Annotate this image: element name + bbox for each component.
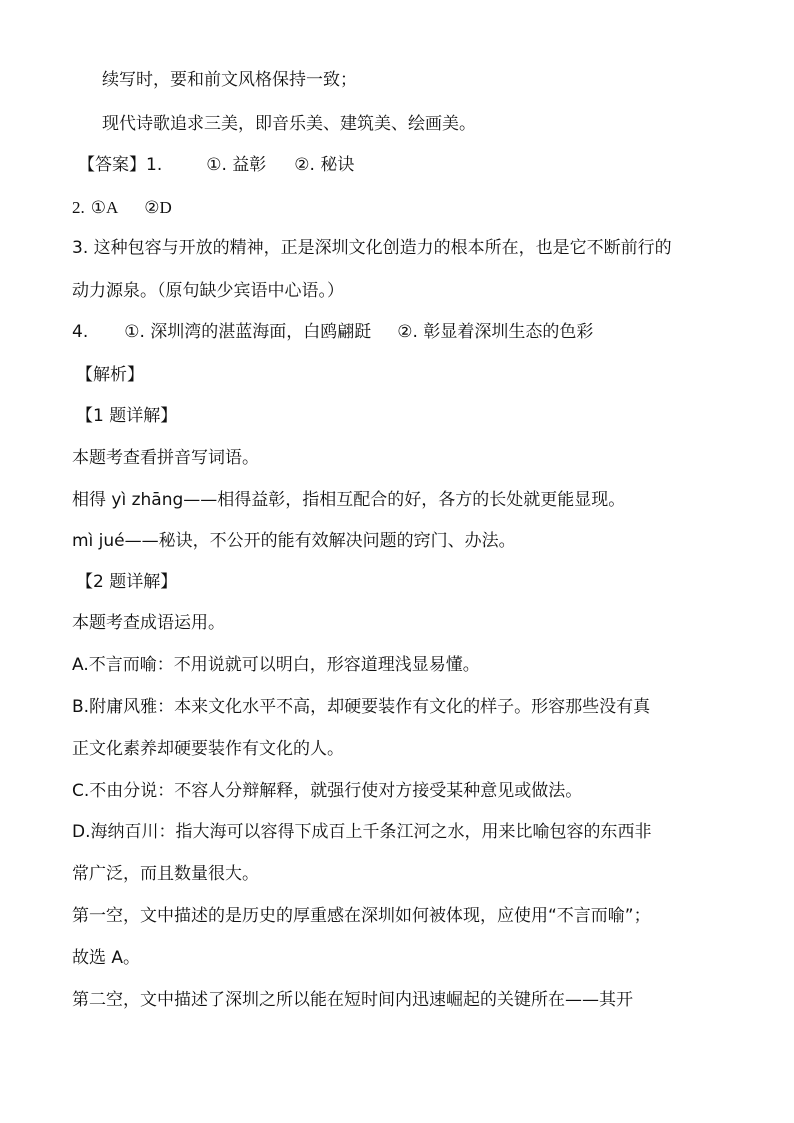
- answer-1-option-2: ②. 秘诀: [294, 155, 355, 175]
- answer-3-line-1: 3. 这种包容与开放的精神，正是深圳文化创造力的根本所在，也是它不断前行的: [72, 238, 672, 258]
- answer-2-number: 2.: [72, 198, 85, 217]
- detail-2-line-6: D.海纳百川：指大海可以容得下成百上千条江河之水，用来比喻包容的东西非: [72, 822, 652, 842]
- detail-2-line-7: 常广泛，而且数量很大。: [72, 864, 259, 884]
- detail-2-line-2: A.不言而喻：不用说就可以明白，形容道理浅显易懂。: [72, 655, 480, 675]
- answer-2-line: [72, 196, 722, 220]
- answer-4-option-2: ②. 彰显着深圳生态的色彩: [397, 322, 594, 342]
- detail-2-line-4: 正文化素养却硬要装作有文化的人。: [72, 739, 344, 759]
- answer-line: [78, 153, 728, 177]
- answer-label: 【答案】1.: [78, 155, 163, 175]
- detail-2-heading: 【2 题详解】: [76, 572, 178, 592]
- analysis-heading: 【解析】: [76, 365, 144, 385]
- detail-2-line-1: 本题考查成语运用。: [72, 613, 225, 633]
- detail-1-line-2: 相得 yì zhāng——相得益彰，指相互配合的好，各方的长处就更能显现。: [72, 490, 626, 510]
- detail-1-line-1: 本题考查看拼音写词语。: [72, 448, 259, 468]
- text-line-2: 现代诗歌追求三美，即音乐美、建筑美、绘画美。: [102, 114, 476, 134]
- answer-2-option-1: ①A: [90, 198, 119, 217]
- answer-2-option-2: ②D: [144, 198, 172, 217]
- detail-1-line-3: mì jué——秘诀，不公开的能有效解决问题的窍门、办法。: [72, 531, 516, 551]
- answer-4-number: 4.: [72, 322, 89, 342]
- detail-2-line-9: 故选 A。: [72, 948, 141, 968]
- answer-4-line: [72, 320, 722, 344]
- text-line-1: 续写时，要和前文风格保持一致；: [102, 70, 357, 90]
- detail-2-line-8: 第一空，文中描述的是历史的厚重感在深圳如何被体现，应使用“不言而喻”；: [72, 906, 651, 926]
- answer-4-option-1: ①. 深圳湾的湛蓝海面，白鸥翩跹: [124, 322, 372, 342]
- detail-2-line-5: C.不由分说：不容人分辩解释，就强行使对方接受某种意见或做法。: [72, 781, 583, 801]
- answer-1-option-1: ①. 益彰: [206, 155, 267, 175]
- detail-2-line-3: B.附庸风雅：本来文化水平不高，却硬要装作有文化的样子。形容那些没有真: [72, 697, 651, 717]
- detail-1-heading: 【1 题详解】: [76, 406, 178, 426]
- answer-3-line-2: 动力源泉。（原句缺少宾语中心语。）: [72, 281, 344, 301]
- detail-2-line-10: 第二空，文中描述了深圳之所以能在短时间内迅速崛起的关键所在——其开: [72, 990, 633, 1010]
